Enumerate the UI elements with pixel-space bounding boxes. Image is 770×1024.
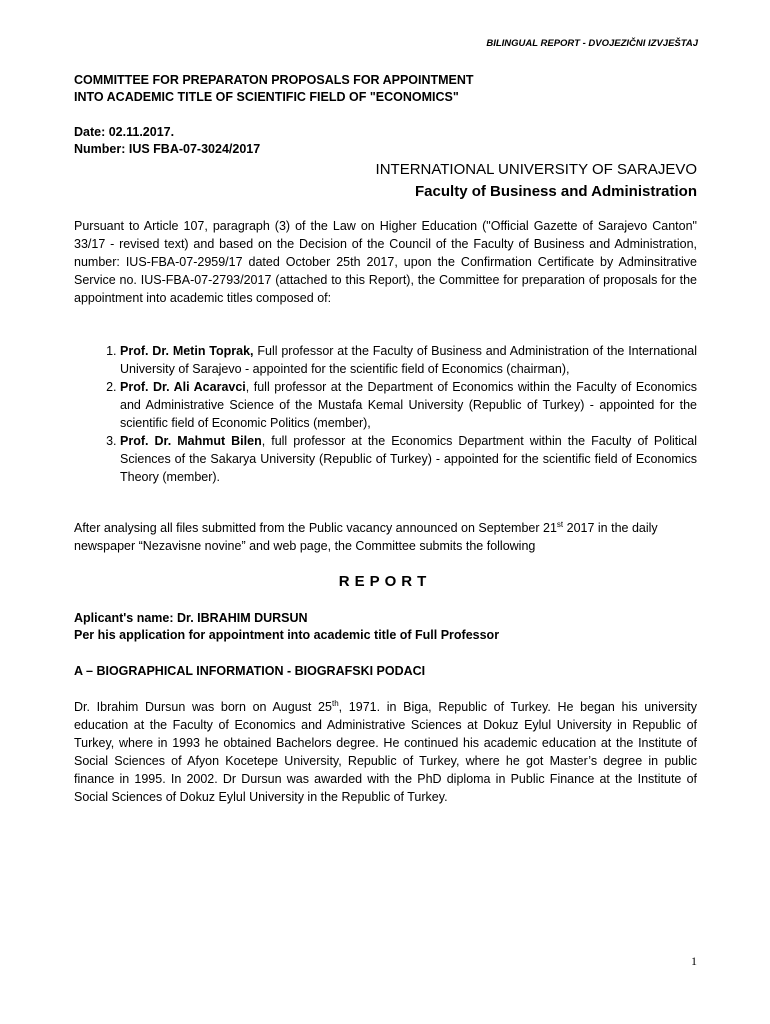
bio-text-1: Dr. Ibrahim Dursun was born on August 25 bbox=[74, 700, 332, 714]
member-name: Prof. Dr. Ali Acaravci bbox=[120, 380, 246, 394]
member-name: Prof. Dr. Mahmut Bilen bbox=[120, 434, 262, 448]
university-block bbox=[376, 159, 697, 203]
document-meta bbox=[74, 124, 260, 158]
committee-title bbox=[74, 72, 474, 106]
bilingual-header: BILINGUAL REPORT - DVOJEZIČNI IZVJEŠTAJ bbox=[486, 38, 698, 49]
report-heading: REPORT bbox=[338, 573, 432, 590]
committee-line-2: INTO ACADEMIC TITLE OF SCIENTIFIC FIELD OF "ECONOMICS" bbox=[74, 90, 459, 104]
faculty-name: Faculty of Business and Administration bbox=[415, 183, 697, 200]
member-description: Full professor at the Faculty of Business and Administration of the International University of Sarajevo - appointed for the scientific field of Economics (chairman), bbox=[120, 344, 698, 376]
applicant-name: Aplicant's name: Dr. IBRAHIM DURSUN bbox=[74, 611, 308, 625]
document-date: Date: 02.11.2017. bbox=[74, 125, 175, 139]
applicant-block bbox=[74, 610, 499, 644]
after-text-2: 2017 in the daily newspaper “Nezavisne novine” and web page, the Committee submits the following bbox=[74, 521, 658, 553]
after-paragraph bbox=[74, 519, 697, 555]
member-item bbox=[120, 342, 697, 378]
member-item bbox=[120, 378, 697, 432]
section-a-heading: A – BIOGRAPHICAL INFORMATION - BIOGRAFSKI PODACI bbox=[74, 664, 426, 678]
member-item bbox=[120, 432, 697, 486]
page-number: 1 bbox=[691, 954, 697, 968]
bio-text-2: , 1971. in Biga, Republic of Turkey. He began his university education at the Faculty of Economics and Administrative Sciences at Dokuz Eylul University in Republic of Turkey, where in 1993 he obtained Bachelors degree. He continued his academic education at the Institute of Social Sciences of Afyon Kocetepe University, Republic of Turkey, where he got Master’s degree in public finance in 1995. In 2002. Dr Dursun was awarded with the PhD diploma in Public Finance at the Institute of Social Sciences of Dokuz Eylul University in the Republic of Turkey. bbox=[74, 700, 697, 804]
applicant-application: Per his application for appointment into academic title of Full Professor bbox=[74, 628, 500, 642]
after-superscript: st bbox=[556, 519, 564, 529]
committee-line-1: COMMITTEE FOR PREPARATON PROPOSALS FOR APPOINTMENT bbox=[74, 73, 474, 87]
biography-paragraph bbox=[74, 698, 697, 806]
document-number: Number: IUS FBA-07-3024/2017 bbox=[74, 142, 261, 156]
after-text-1: After analysing all files submitted from the Public vacancy announced on September 21 bbox=[74, 521, 557, 535]
university-name: INTERNATIONAL UNIVERSITY OF SARAJEVO bbox=[375, 161, 697, 178]
member-description: , full professor at the Department of Economics within the Faculty of Economics and Administrative Science of the Mustafa Kemal University (Republic of Turkey) - appointed for the scientific field of Economic Politics (member), bbox=[120, 380, 697, 430]
member-name: Prof. Dr. Metin Toprak, bbox=[120, 344, 254, 358]
bio-superscript: th bbox=[331, 698, 339, 708]
intro-paragraph: Pursuant to Article 107, paragraph (3) of the Law on Higher Education ("Official Gazette of Sarajevo Canton" 33/17 - revised text) and based on the Decision of the Council of the Faculty of Business and Administration, number: IUS-FBA-07-2959/17 dated October 25th 2017, upon the Confirmation Certificate by Adminsitrative Service no. IUS-FBA-07-2793/2017 (attached to this Report), the Committee for preparation of proposals for the appointment into academic titles composed of: bbox=[74, 219, 697, 305]
member-description: , full professor at the Economics Department within the Faculty of Political Sciences of the Sakarya University (Republic of Turkey) - appointed for the scientific field of Economics Theory (member). bbox=[120, 434, 697, 484]
committee-members-list bbox=[74, 342, 697, 486]
